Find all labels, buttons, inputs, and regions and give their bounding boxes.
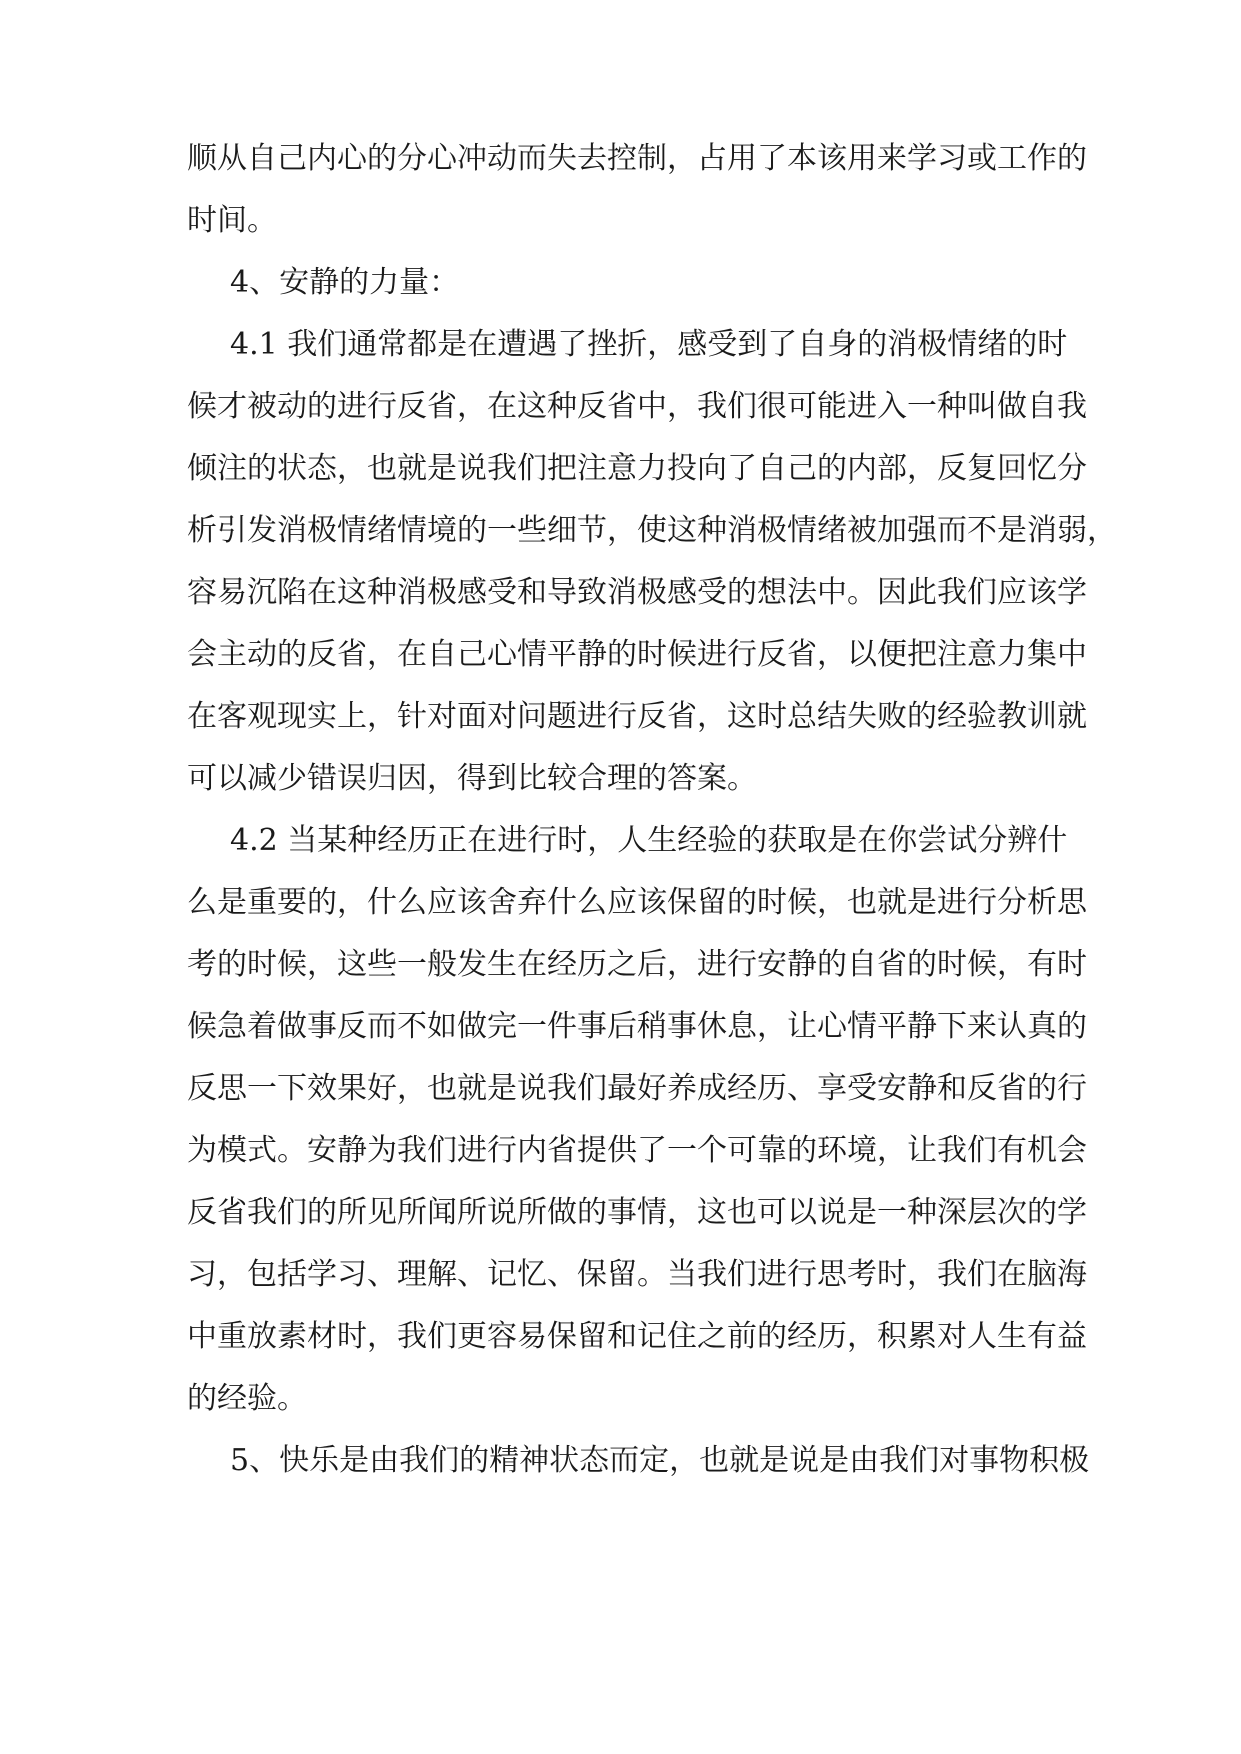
text-line: 为模式。安静为我们进行内省提供了一个可靠的环境，让我们有机会 <box>187 1133 1087 1168</box>
text-line: 时间。 <box>187 203 277 238</box>
text-line: 考的时候，这些一般发生在经历之后，进行安静的自省的时候，有时 <box>187 947 1087 982</box>
text-line: 5、快乐是由我们的精神状态而定，也就是说是由我们对事物积极 <box>230 1443 1090 1478</box>
text-line: 候急着做事反而不如做完一件事后稍事休息，让心情平静下来认真的 <box>187 1009 1087 1044</box>
text-line: 4.1 我们通常都是在遭遇了挫折，感受到了自身的消极情绪的时 <box>230 327 1068 362</box>
text-line: 容易沉陷在这种消极感受和导致消极感受的想法中。因此我们应该学 <box>187 575 1087 610</box>
text-line: 4.2 当某种经历正在进行时，人生经验的获取是在你尝试分辨什 <box>230 823 1068 858</box>
text-line: 顺从自己内心的分心冲动而失去控制，占用了本该用来学习或工作的 <box>187 141 1087 176</box>
text-line: 中重放素材时，我们更容易保留和记住之前的经历，积累对人生有益 <box>187 1319 1087 1354</box>
text-line: 可以减少错误归因，得到比较合理的答案。 <box>187 761 757 796</box>
text-line: 的经验。 <box>187 1381 307 1416</box>
section-heading: 4、安静的力量： <box>230 265 460 300</box>
text-line: 析引发消极情绪情境的一些细节，使这种消极情绪被加强而不是消弱， <box>187 513 1117 548</box>
text-line: 反省我们的所见所闻所说所做的事情，这也可以说是一种深层次的学 <box>187 1195 1087 1230</box>
text-line: 候才被动的进行反省，在这种反省中，我们很可能进入一种叫做自我 <box>187 389 1087 424</box>
text-line: 习，包括学习、理解、记忆、保留。当我们进行思考时，我们在脑海 <box>187 1257 1087 1292</box>
text-line: 会主动的反省，在自己心情平静的时候进行反省，以便把注意力集中 <box>187 637 1087 672</box>
text-line: 反思一下效果好，也就是说我们最好养成经历、享受安静和反省的行 <box>187 1071 1087 1106</box>
text-line: 在客观现实上，针对面对问题进行反省，这时总结失败的经验教训就 <box>187 699 1087 734</box>
text-line: 倾注的状态，也就是说我们把注意力投向了自己的内部，反复回忆分 <box>187 451 1087 486</box>
text-line: 么是重要的，什么应该舍弃什么应该保留的时候，也就是进行分析思 <box>187 885 1087 920</box>
